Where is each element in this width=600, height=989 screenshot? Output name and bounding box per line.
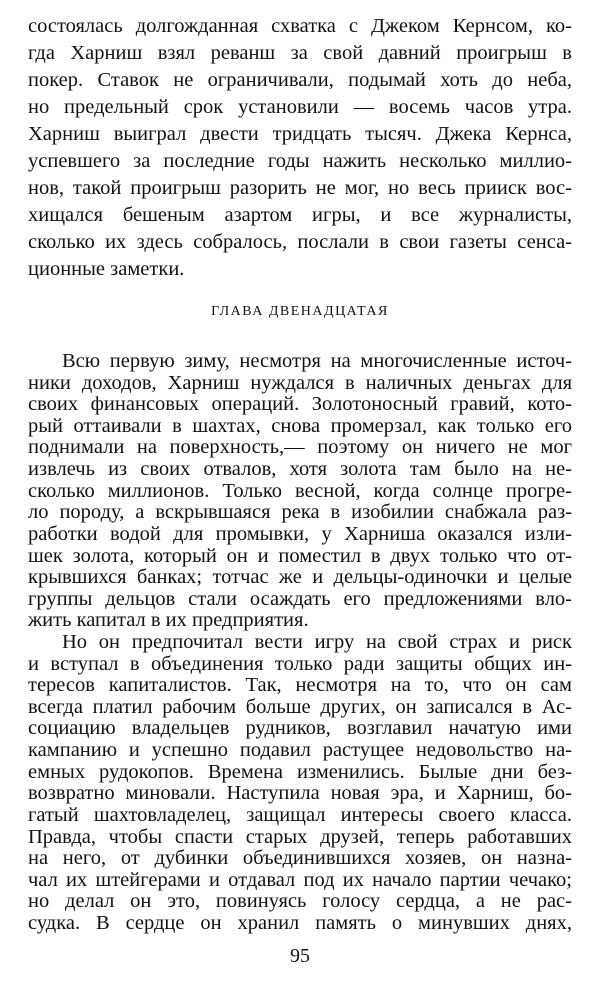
chapter-heading: ГЛАВА ДВЕНАДЦАТАЯ	[211, 304, 389, 319]
text-line: гатый шахтовладелец, защищал интересы своего класса.	[28, 804, 572, 826]
text-line: хищался бешеным азартом игры, и все журналисты,	[28, 204, 572, 226]
text-line: ники доходов, Харниш нуждался в наличных деньгах для	[28, 372, 572, 394]
text-line: кампанию и успешно подавил растущее недовольство на-	[28, 739, 572, 761]
text-line: сколько миллионов. Только весной, когда солнце прогре-	[28, 480, 572, 502]
text-line: ло породу, а вскрывшаяся река в изобилии снабжала раз-	[28, 501, 572, 523]
text-line: своих финансовых операций. Золотоносный гравий, кото-	[28, 393, 572, 415]
text-line: социацию владельцев рудников, возглавил начатую ими	[28, 717, 572, 739]
text-line: судка. В сердце он хранил память о минувших днях,	[28, 912, 572, 934]
text-line: состоялась долгожданная схватка с Джеком Кернсом, ко-	[28, 15, 572, 37]
text-line: нов, такой проигрыш разорить не мог, но весь прииск вос-	[28, 177, 572, 199]
text-line: чал их штейгерами и отдавал под их начало партии чечако;	[28, 869, 572, 891]
text-line: жить капитал в их предприятия.	[28, 609, 309, 631]
text-line: успевшего за последние годы нажить несколько миллио-	[28, 150, 572, 172]
text-line: Но он предпочитал вести игру на свой страх и риск	[62, 631, 572, 653]
text-line: крывшихся банках; тотчас же и дельцы-одиночки и целые	[28, 566, 572, 588]
text-line: тересов капиталистов. Так, несмотря на то, что он сам	[28, 674, 572, 696]
text-line: извлечь из своих отвалов, хотя золота там было на не-	[28, 458, 572, 480]
page-number: 95	[290, 945, 310, 967]
text-line: Правда, чтобы спасти старых друзей, теперь работавших	[28, 826, 572, 848]
text-line: сколько их здесь собралось, послали в свои газеты сенса-	[28, 231, 572, 253]
text-line: работки водой для промывки, у Харниша оказался изли-	[28, 523, 572, 545]
text-line: возвратно миновали. Наступила новая эра, и Харниш, бо-	[28, 782, 572, 804]
text-line: но делал он это, повинуясь голосу сердца, а не рас-	[28, 890, 572, 912]
text-line: ционные заметки.	[28, 258, 185, 280]
text-line: и вступал в объединения только ради защиты общих ин-	[28, 653, 572, 675]
text-line: Харниш выиграл двести тридцать тысяч. Джека Кернса,	[28, 123, 572, 145]
text-line: на него, от дубинки объединившихся хозяев, он назна-	[28, 847, 572, 869]
text-line: группы дельцов стали осаждать его предложениями вло-	[28, 588, 572, 610]
text-line: гда Харниш взял реванш за свой давний проигрыш в	[28, 42, 572, 64]
text-line: рый оттаивали в шахтах, снова промерзал, как только его	[28, 415, 572, 437]
text-line: шек золота, который он и поместил в двух только что от-	[28, 545, 572, 567]
text-line: но предельный срок установили — восемь часов утра.	[28, 96, 572, 118]
text-line: покер. Ставок не ограничивали, подымай хоть до неба,	[28, 69, 572, 91]
text-line: емных рудокопов. Времена изменились. Былые дни без-	[28, 761, 572, 783]
text-line: поднимали на поверхность,— поэтому он ничего не мог	[28, 436, 572, 458]
text-line: Всю первую зиму, несмотря на многочисленные источ-	[62, 350, 572, 372]
text-line: всегда платил рабочим больше других, он записался в Ас-	[28, 696, 572, 718]
